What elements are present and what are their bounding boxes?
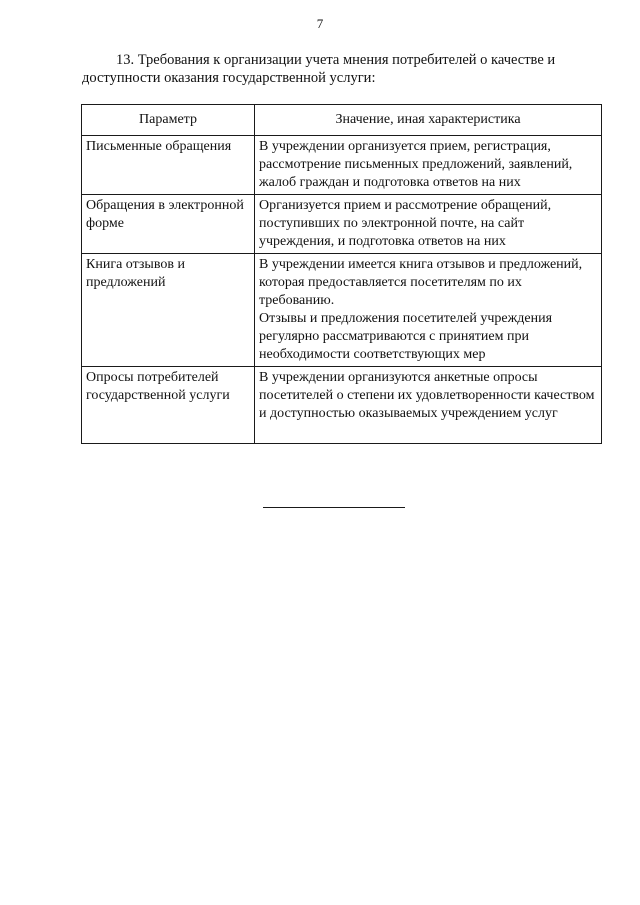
table-row — [82, 254, 602, 367]
row-parameter: Книга отзывов и предложений — [82, 254, 255, 367]
row-value — [255, 367, 602, 444]
header-parameter: Параметр — [82, 105, 255, 136]
table-row — [82, 136, 602, 195]
row-parameter: Письменные обращения — [82, 136, 255, 195]
page-number: 7 — [316, 16, 324, 31]
header-value: Значение, иная характеристика — [255, 105, 602, 136]
row-value — [255, 254, 602, 367]
closing-rule — [263, 507, 405, 508]
section-heading: 13. Требования к организации учета мнения потребителей о качестве и доступности оказания государственной услуги: — [82, 52, 556, 86]
table-header-row — [82, 105, 602, 136]
table-row — [82, 367, 602, 444]
row-value-paragraph: В учреждении имеется книга отзывов и предложений, которая предоставляется посетителям по их требованию. — [259, 257, 583, 308]
row-parameter: Обращения в электронной форме — [82, 195, 255, 254]
row-value — [255, 136, 602, 195]
row-value-paragraph: В учреждении организуется прием, регистрация, рассмотрение письменных предложений, заявлений, жалоб граждан и подготовка ответов на них — [259, 139, 573, 190]
row-value-paragraph: В учреждении организуются анкетные опросы посетителей о степени их удовлетворенности качеством и доступностью оказываемых учреждением услуг — [259, 370, 595, 421]
table-row — [82, 195, 602, 254]
row-value-paragraph: Отзывы и предложения посетителей учреждения регулярно рассматриваются с принятием при необходимости соответствующих мер — [259, 311, 553, 362]
row-parameter: Опросы потребителей государственной услуги — [82, 367, 255, 444]
row-value — [255, 195, 602, 254]
row-value-paragraph: Организуется прием и рассмотрение обращений, поступивших по электронной почте, на сайт учреждения, и подготовка ответов на них — [259, 198, 552, 249]
requirements-table — [81, 104, 602, 444]
